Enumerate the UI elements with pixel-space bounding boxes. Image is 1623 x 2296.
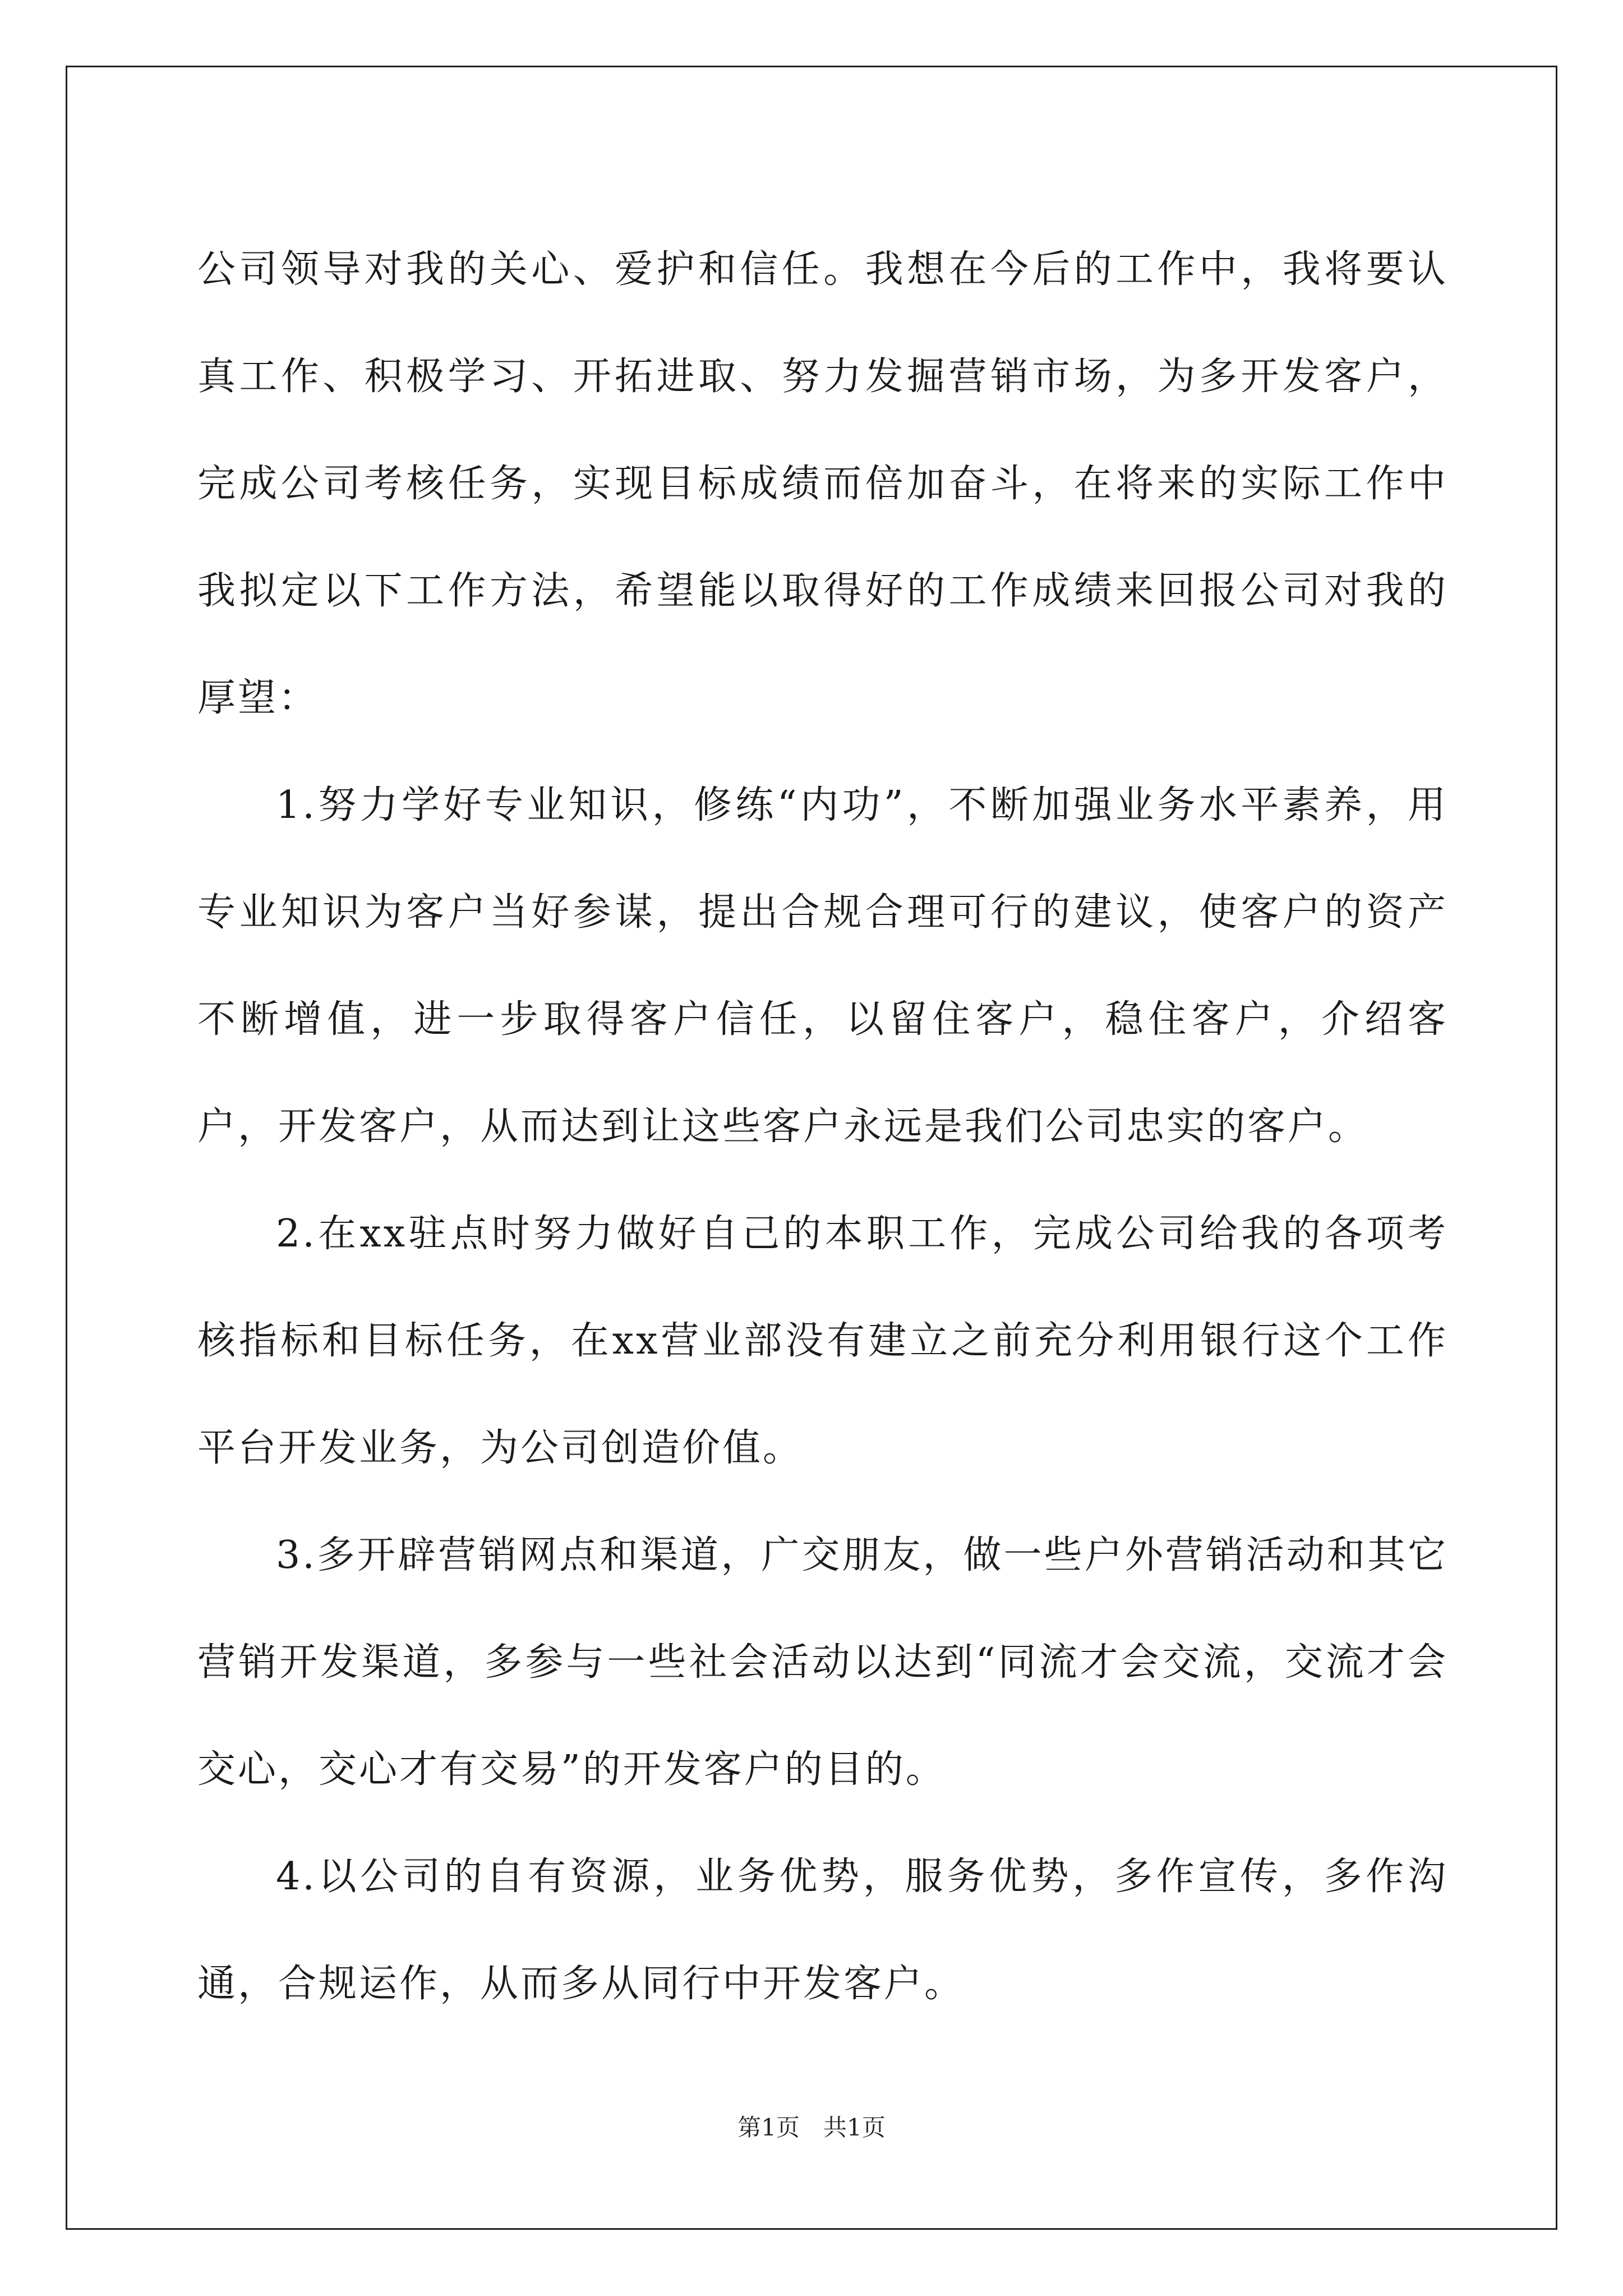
- paragraph-intro: 公司领导对我的关心、爱护和信任。我想在今后的工作中，我将要认真工作、积极学习、开拓进取、努力发掘营销市场，为多开发客户，完成公司考核任务，实现目标成绩而倍加奋斗，在将来的实际工作中我拟定以下工作方法，希望能以取得好的工作成绩来回报公司对我的厚望：: [197, 247, 1448, 720]
- document-body: [197, 216, 1448, 2037]
- paragraph-item-1: 1.努力学好专业知识，修练“内功”，不断加强业务水平素养，用专业知识为客户当好参谋，提出合规合理可行的建议，使客户的资产不断增值，进一步取得客户信任，以留住客户，稳住客户，介绍客户，开发客户，从而达到让这些客户永远是我们公司忠实的客户。: [197, 783, 1448, 1149]
- paragraph-item-2: 2.在xx驻点时努力做好自己的本职工作，完成公司给我的各项考核指标和目标任务，在xx营业部没有建立之前充分利用银行这个工作平台开发业务，为公司创造价值。: [197, 1212, 1448, 1470]
- paragraph-item-3: 3.多开辟营销网点和渠道，广交朋友，做一些户外营销活动和其它营销开发渠道，多参与一些社会活动以达到“同流才会交流，交流才会交心，交心才有交易”的开发客户的目的。: [197, 1533, 1448, 1792]
- page-number-footer: 第1页 共1页: [737, 2114, 886, 2141]
- paragraph-item-4: 4.以公司的自有资源，业务优势，服务优势，多作宣传，多作沟通，合规运作，从而多从同行中开发客户。: [197, 1855, 1448, 2006]
